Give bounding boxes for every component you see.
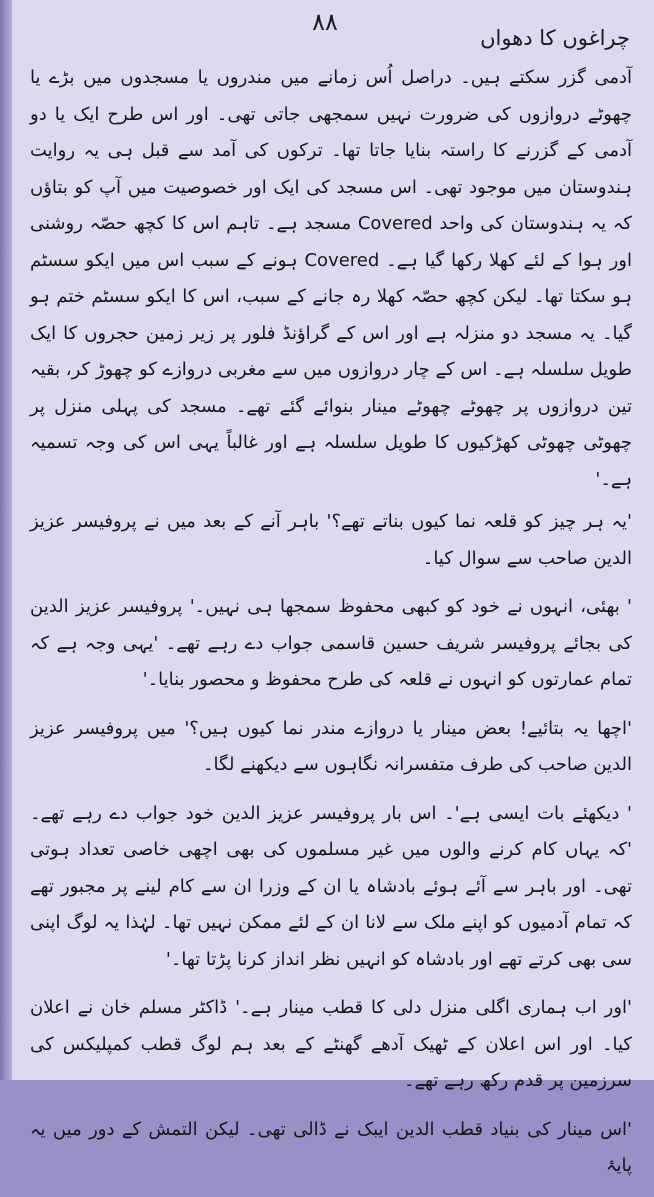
page-body xyxy=(30,60,632,1197)
paragraph-7: 'اس مینار کی بنیاد قطب الدین ایبک نے ڈالی تھی۔ لیکن التمش کے دور میں یہ پایۂ xyxy=(30,1118,632,1176)
paragraph-1: آدمی گزر سکتے ہیں۔ دراصل اُس زمانے میں مندروں یا مسجدوں میں بڑے یا چھوٹے دروازوں کی ضرورت نہیں سمجھی جاتی تھی۔ اور اس طرح ایک یا دو آدمی کے گزرنے کا راستہ بنایا جاتا تھا۔ ترکوں کی آمد سے قبل ہی یہ روایت ہندوستان میں موجود تھی۔ اس مسجد کی ایک اور خصوصیت میں آپ کو بتاؤں کہ یہ ہندوستان کی واحد Covered مسجد ہے۔ تاہم اس کا کچھ حصّہ روشنی اور ہوا کے لئے کھلا رکھا گیا ہے۔ Covered ہونے کے سبب اس میں ایکو سسٹم ہو سکتا تھا۔ لیکن کچھ حصّہ کھلا رہ جانے کے سبب، اس کا ایکو سسٹم ختم ہو گیا۔ یہ مسجد دو منزلہ ہے اور اس کے گراؤنڈ فلور پر زیر زمین حجروں کا ایک طویل سلسلہ ہے۔ اس کے چار دروازوں میں سے مغربی دروازے کو چھوڑ کر، بقیہ تین دروازوں پر چھوٹے چھوٹے مینار بنوائے گئے تھے۔ مسجد کی پہلی منزل پر چھوٹی چھوٹی کھڑکیوں کا طویل سلسلہ ہے اور غالباً یہی اس کی وجہ تسمیہ ہے۔' xyxy=(29,67,632,490)
page-number: ٨٨ xyxy=(312,8,338,36)
paragraph-6: 'اور اب ہماری اگلی منزل دلی کا قطب مینار ہے۔' ڈاکٹر مسلم خان نے اعلان کیا۔ اور اس اعلان کے ٹھیک آدھے گھنٹے کے بعد ہم لوگ قطب کمپلیکس کی سرزمین پر قدم رکھ رہے تھے۔ xyxy=(30,997,632,1091)
running-title: چراغوں کا دھواں xyxy=(480,26,630,50)
page-edge xyxy=(0,0,12,1080)
paragraph-5: ' دیکھئے بات ایسی ہے'۔ اس بار پروفیسر عزیز الدین خود جواب دے رہے تھے۔ 'کہ یہاں کام کرنے والوں میں غیر مسلموں کی بھی اچھی خاصی تعداد ہوتی تھی۔ اور باہر سے آئے ہوئے بادشاہ یا ان کے وزرا ان سے کام لینے پر مجبور تھے کہ تمام آدمیوں کو اپنے ملک سے لانا ان کے لئے ممکن نہیں تھا۔ لہٰذا یہ لوگ اپنی سی بھی کرتے تھے اور بادشاہ کو انہیں نظر انداز کرنا پڑتا تھا۔' xyxy=(30,802,632,970)
paragraph-2: 'یہ ہر چیز کو قلعہ نما کیوں بناتے تھے؟' باہر آنے کے بعد میں نے پروفیسر عزیز الدین صاحب سے سوال کیا۔ xyxy=(30,511,632,569)
paragraph-4: 'اچھا یہ بتائیے! بعض مینار یا دروازے مندر نما کیوں ہیں؟' میں پروفیسر عزیز الدین صاحب کی طرف متفسرانہ نگاہوں سے دیکھنے لگا۔ xyxy=(30,717,632,775)
page-header xyxy=(20,6,630,58)
paragraph-3: ' بھئی، انہوں نے خود کو کبھی محفوظ سمجھا ہی نہیں۔' پروفیسر عزیز الدین کی بجائے پروفیسر شریف حسین قاسمی جواب دے رہے تھے۔ 'یہی وجہ ہے کہ تمام عمارتوں کو انہوں نے قلعہ کی طرح محفوظ و محصور بنایا۔' xyxy=(30,596,632,690)
